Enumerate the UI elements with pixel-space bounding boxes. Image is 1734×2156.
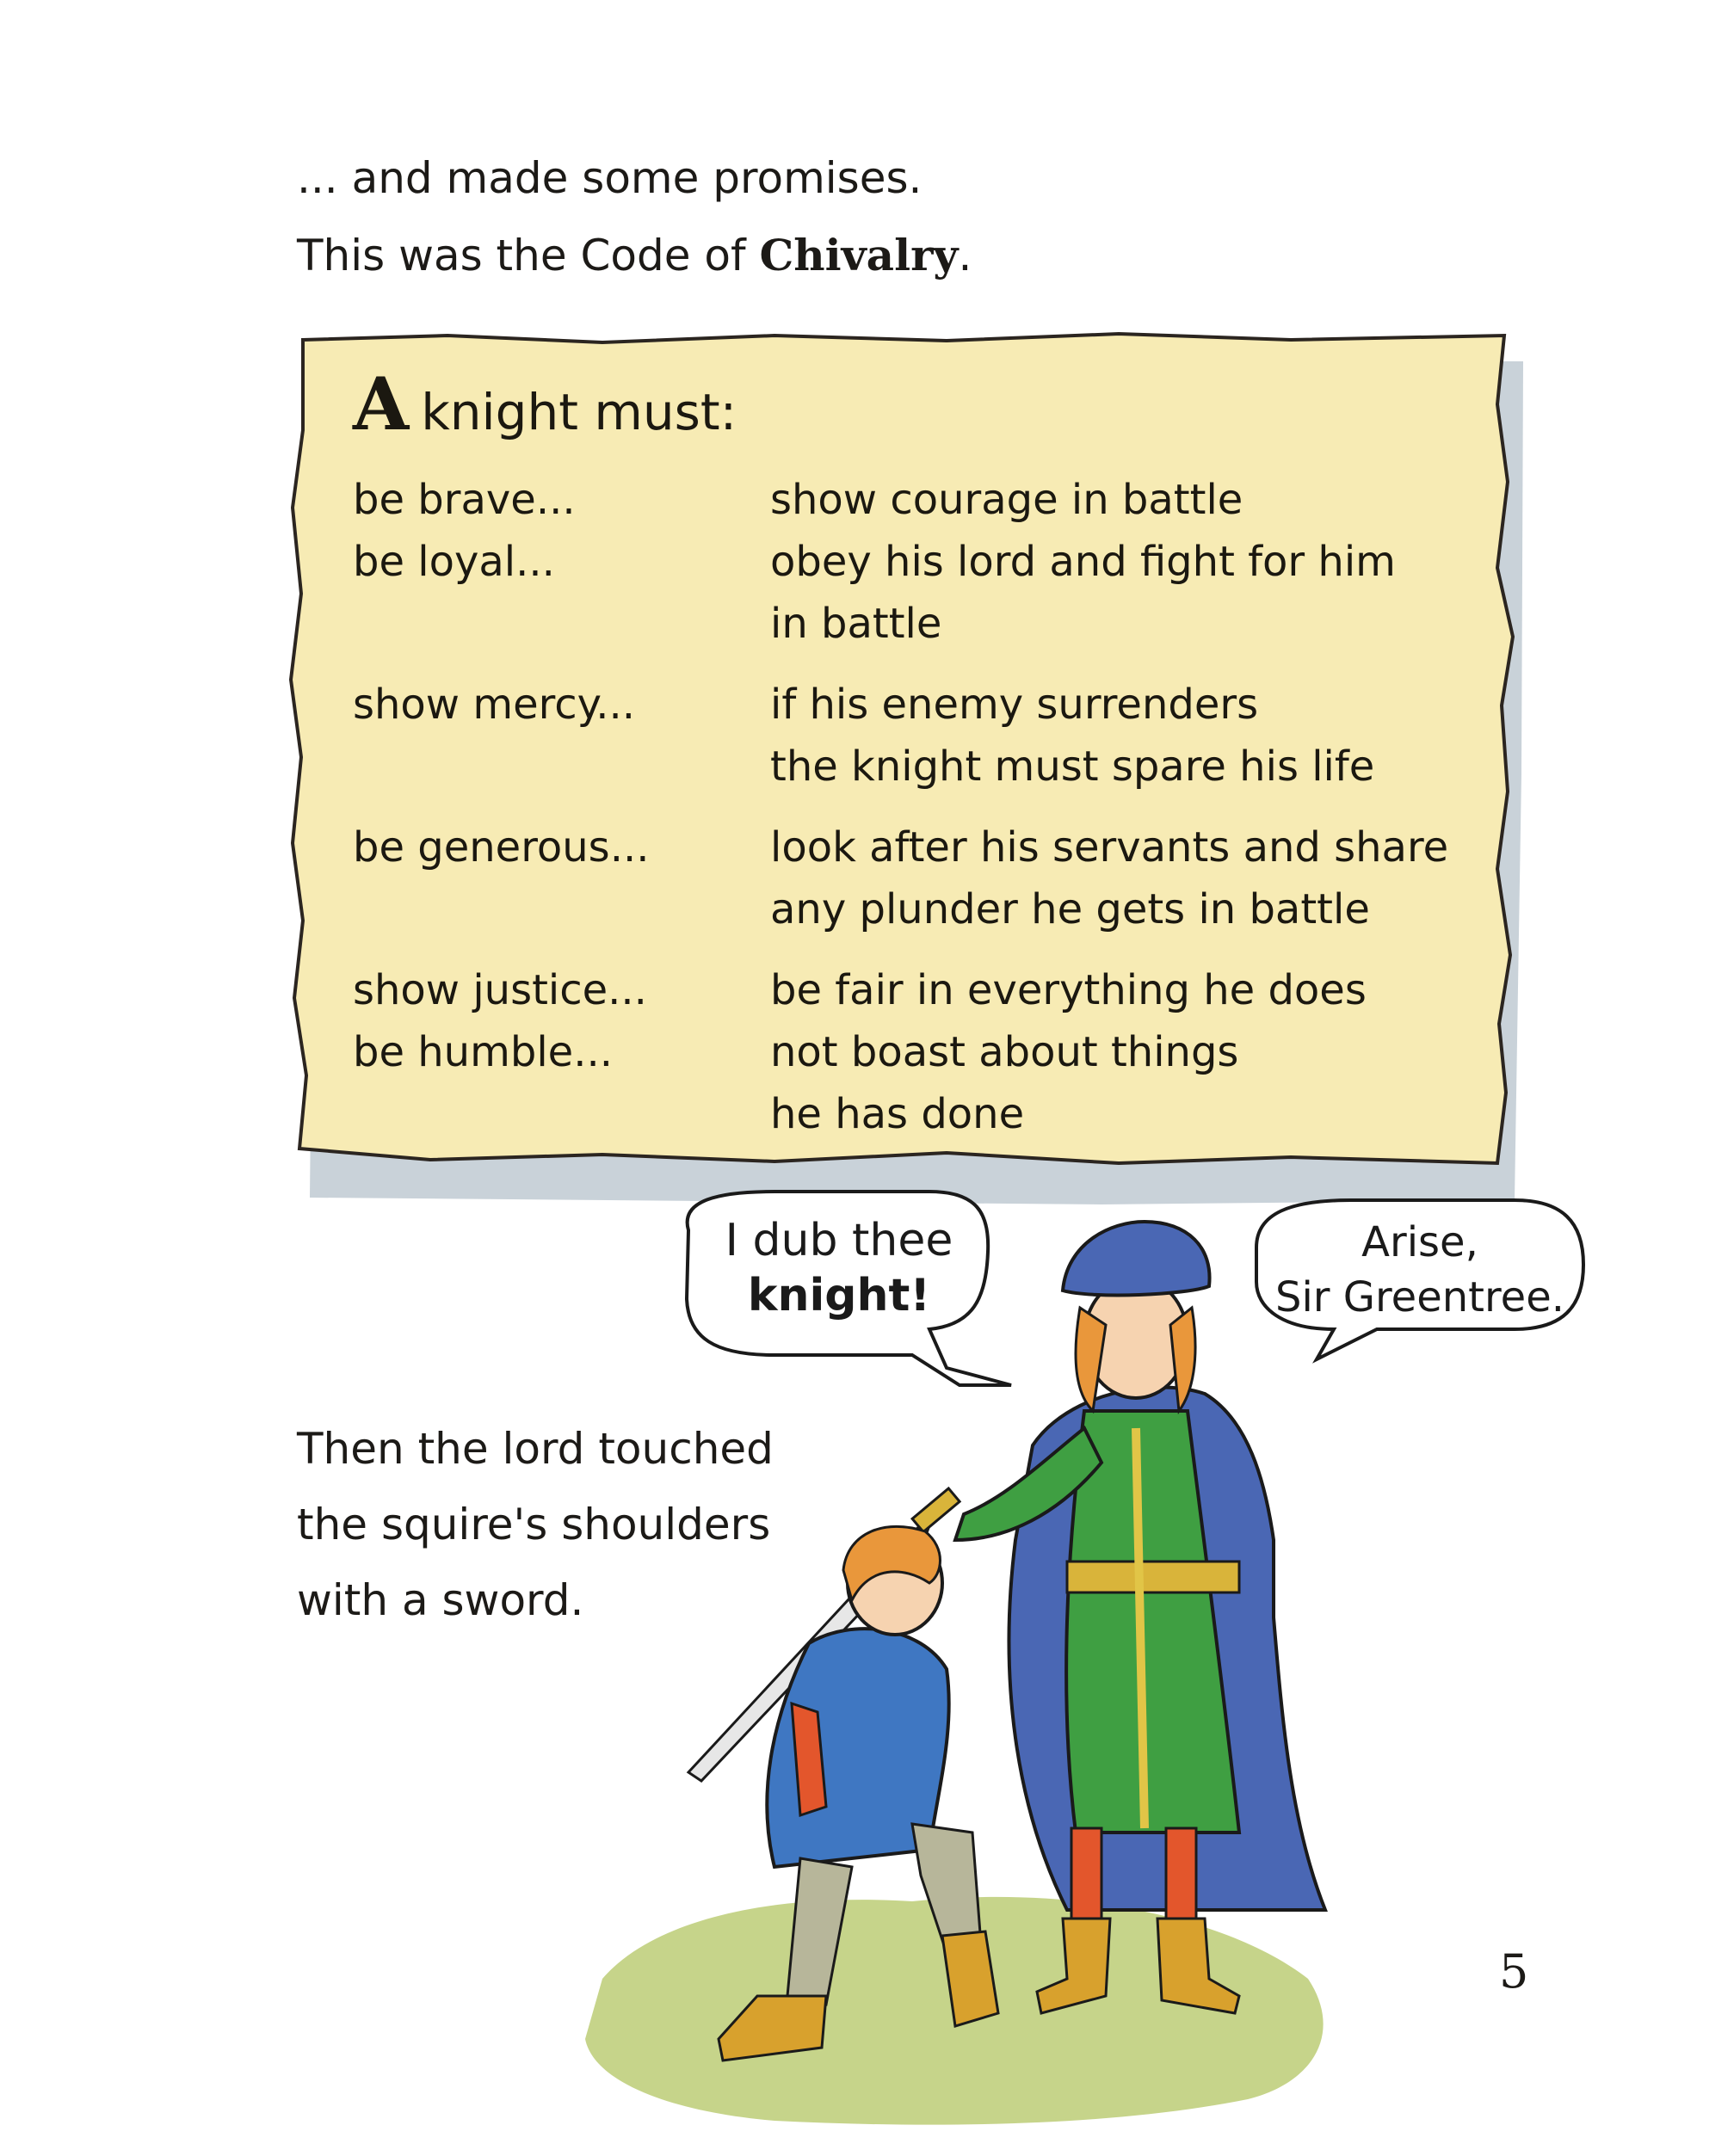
- caption-line-2: the squire's shoulders: [297, 1500, 771, 1549]
- code-term: show justice...: [353, 966, 647, 1014]
- code-desc-line: any plunder he gets in battle: [770, 885, 1370, 933]
- code-title-rest: knight must:: [421, 383, 737, 441]
- caption-line-1: Then the lord touched: [297, 1424, 774, 1474]
- code-term: be loyal...: [353, 538, 555, 586]
- code-desc-line: show courage in battle: [770, 476, 1243, 524]
- sword-hilt: [912, 1488, 960, 1532]
- speech-lord-line-2: knight!: [747, 1270, 931, 1321]
- intro-line-2-suffix: .: [958, 231, 972, 280]
- code-desc-line: look after his servants and share: [770, 823, 1449, 872]
- speech-lord-line-1: I dub thee: [725, 1215, 953, 1266]
- speech-squire-line-2: Sir Greentree.: [1275, 1273, 1564, 1321]
- speech-lord-text: [697, 1213, 981, 1323]
- caption: [297, 1411, 774, 1638]
- intro-line-1: ... and made some promises.: [297, 153, 923, 203]
- code-term: be brave...: [353, 476, 576, 524]
- code-desc-line: if his enemy surrenders: [770, 681, 1259, 729]
- speech-squire-line-1: Arise,: [1361, 1218, 1478, 1266]
- code-title-initial: A: [353, 361, 410, 447]
- code-desc-line: obey his lord and fight for him: [770, 538, 1396, 586]
- lord-belt: [1067, 1562, 1239, 1592]
- code-desc-line: he has done: [770, 1090, 1025, 1138]
- lord-hat: [1063, 1222, 1210, 1295]
- lord-leg-right: [1166, 1828, 1196, 1923]
- code-desc-line: be fair in everything he does: [770, 966, 1367, 1014]
- code-term: show mercy...: [353, 681, 636, 729]
- code-term: be generous...: [353, 823, 650, 872]
- code-desc-line: the knight must spare his life: [770, 742, 1375, 791]
- chivalry-keyword: Chivalry: [759, 230, 959, 280]
- page-number: 5: [1499, 1944, 1529, 1999]
- code-desc-line: in battle: [770, 600, 942, 648]
- lord-leg-left: [1071, 1828, 1101, 1923]
- code-desc-line: not boast about things: [770, 1028, 1239, 1076]
- intro-line-2-prefix: This was the Code of: [297, 231, 760, 280]
- code-term: be humble...: [353, 1028, 613, 1076]
- caption-line-3: with a sword.: [297, 1575, 584, 1625]
- speech-squire-text: [1261, 1215, 1579, 1325]
